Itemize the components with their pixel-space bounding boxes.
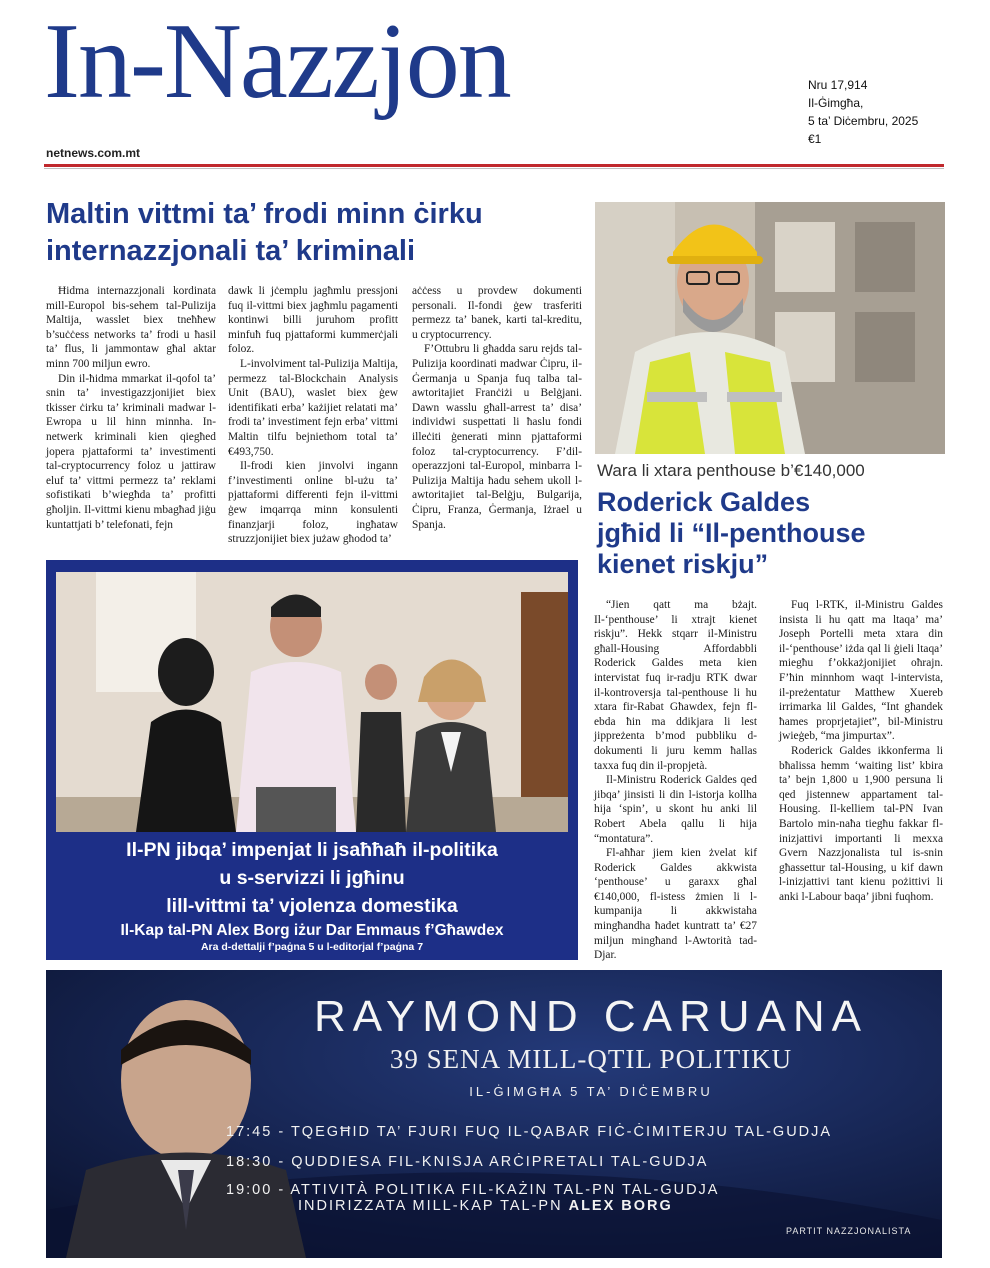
banner-subtitle: 39 SENA MILL-QTIL POLITIKU xyxy=(389,1044,793,1074)
event-time: 18:30 xyxy=(226,1154,273,1170)
galdes-photo xyxy=(595,202,945,454)
lead-paragraph: L-involviment tal-Pulizija Maltija, permezz tal-Blockchain Analysis Unit (BAU), waslet biex ġew identifikati erba’ każijiet relatati ma’ frodi ta’ investiment fejn erba’ vittmi Maltin tilfu bejniethom total ta’ €493,750. xyxy=(228,357,398,458)
lead-paragraph: Ħidma internazzjonali kordinata mill-Europol bis-sehem tal-Pulizija Maltija, wasslet biex tneħħew b’suċċess networks ta’ frodi u ħasil ta’ flus, li jammontaw għal aktar minn 700 miljun ewro. xyxy=(46,285,216,370)
lead-paragraph: Din il-ħidma mmarkat il-qofol ta’ snin ta’ investigazzjonijiet biex tkisser ċirku ta’ kriminali madwar l-Ewropa u lil hinn minnha. In-netwerk kriminali kien qiegħed jopera pjattaformi ta’ investimenti tal-cryptocurrency foloz u jattiraw eluf ta’ vittmi permezz ta’ reklami sofistikati b’wiegħda ta’ profitti għoljin. Il-vittmi kienu mbagħad jiġu kuntattjati b’ telefonati, fejn xyxy=(46,372,216,531)
issue-number: Nru 17,914 xyxy=(808,78,868,92)
lead-headline-line2: internazzjonali ta’ kriminali xyxy=(46,235,416,267)
banner-name: RAYMOND CARUANA xyxy=(313,992,868,1041)
pn-feature-box xyxy=(46,560,578,960)
galdes-headline-line3: kienet riskju” xyxy=(597,549,769,579)
event-separator: - xyxy=(278,1182,291,1198)
issue-info xyxy=(808,76,918,148)
lead-paragraph: aċċess u provdew dokumenti personali. Il-fondi ġew trasferiti permezz ta’ banek, karti tal-kreditu, u cryptocurrency. xyxy=(412,285,582,341)
banner-event-1 xyxy=(226,1124,832,1140)
lead-paragraph: Il-frodi kien jinvolvi ingann f’investimenti online bl-użu ta’ pjattaformi differenti fejn il-vittmi ġew imqarrqa minn konsulenti finanzjarji foloz, ingħataw struzzjonijiet biex jużaw għodod ta’ xyxy=(228,460,398,546)
pn-box-title xyxy=(46,836,578,920)
banner-date: IL-ĠIMGĦA 5 TA’ DIĊEMBRU xyxy=(469,1084,713,1099)
lead-paragraph: F’Ottubru li għadda saru rejds tal-Pulizija koordinati madwar Ċipru, il-Ġermanja u Spanja fuq talba tal-awtoritajiet Franċiżi u Belġjani. Dawn wasslu għall-arrest ta’ disa’ individwi suspettati li ħaslu fondi illeċiti ġenerati minn pjattaformi foloz tal-cryptocurrency. F’dil-operazzjoni tal-Europol, minbarra l-Pulizija Maltija ħadu sehem ukoll l-awtoritajiet tal-Belġju, Bulgarija, Ċipru, Franza, Ġermanja, Iżrael u Spanja. xyxy=(412,343,582,531)
emmaus-visit-illustration xyxy=(56,572,568,832)
masthead-title: In-Nazzjon xyxy=(44,2,510,121)
event-separator: - xyxy=(278,1154,292,1170)
masthead-rule-thin xyxy=(44,168,944,169)
event-separator: - xyxy=(278,1124,291,1140)
banner-event-2 xyxy=(226,1154,708,1170)
event-time: 17:45 xyxy=(226,1124,273,1140)
issue-day: Il-Ġimgħa, xyxy=(808,96,864,110)
lead-headline-line1: Maltin vittmi ta’ frodi minn ċirku xyxy=(46,198,483,230)
pn-box-title-line1: Il-PN jibqa’ impenjat li jsaħħaħ il-politika xyxy=(126,839,498,861)
galdes-paragraph: “Jien qatt ma bżajt. Il-‘penthouse’ li xtrajt kienet riskju”. Hekk stqarr il-Ministru għall-Housing Affordabbli Roderick Galdes meta kien intervistat fuq ir-radju RTK dwar il-kontroversja tal-penthouse li hu xtara fir-Rabat Għawdex, fejn fl-ebda ħin ma ddikjara li lest jippreżenta b’mod pubbliku d-dokumenti li juru kemm ħallas taxxa fuq din il-propjetà. xyxy=(594,599,757,772)
pn-box-title-line2: u s-servizzi li jgħinu xyxy=(219,867,405,889)
issue-price: €1 xyxy=(808,132,822,146)
pn-box-subtitle: Il-Kap tal-PN Alex Borg iżur Dar Emmaus f’Għawdex xyxy=(120,922,504,939)
banner-event-3-detail xyxy=(298,1198,673,1214)
lead-column-1 xyxy=(46,284,216,532)
banner-event-3 xyxy=(226,1182,719,1198)
event-time: 19:00 xyxy=(226,1182,273,1198)
issue-date: 5 ta’ Diċembru, 2025 xyxy=(808,114,919,128)
galdes-column-1 xyxy=(594,598,757,963)
event-text: QUDDIESA FIL-KNISJA ARĊIPRETALI TAL-GUDJA xyxy=(291,1154,709,1170)
galdes-headline-line1: Roderick Galdes xyxy=(597,487,811,517)
galdes-paragraph: Roderick Galdes ikkonferma li bħalissa hemm ‘waiting list’ kbira ta’ bejn 1,800 u 1,900 persuna li qed jistennew appartament tal-Housing. Il-kelliem tal-PN Ivan Bartolo min-naħa tiegħu fakkar fl-inizjattivi importanti li mexxa Gvern Nazzjonalista tul is-snin għassettur tal-Housing, u kif dawn l-inizjattivi tant kienu pożittivi li anki l-Labour baqa’ jibni fuqhom. xyxy=(779,744,943,903)
emmaus-visit-photo xyxy=(56,572,568,832)
party-logo-text: PARTIT NAZZJONALISTA xyxy=(786,1226,912,1236)
galdes-paragraph: Fuq l-RTK, il-Ministru Galdes insista li hu qatt ma ltaqa’ ma’ Joseph Portelli meta xtara din il-‘penthouse’ iżda qal li ġieli ltaqa’ miegħu f’okkażjonijiet oħrajn. F’ħin minnhom waqt l-intervista, il-preżentatur Matthew Xuereb irrimarka lil Galdes, “Int għandek ħames proprjetajiet”, bil-Ministru jwieġeb, “ma jimpurtax”. xyxy=(779,599,943,743)
galdes-column-2 xyxy=(779,598,943,904)
pn-box-reference: Ara d-dettalji f’paġna 5 u l-editorjal f’paġna 7 xyxy=(200,941,424,953)
lead-paragraph: dawk li jċemplu jagħmlu pressjoni fuq il-vittmi biex jagħmlu pagamenti kontinwi billi juruhom profitt minfuħ fuq pjattaformi kummerċjali foloz. xyxy=(228,285,398,356)
event-detail-name: ALEX BORG xyxy=(568,1198,673,1214)
lead-column-3 xyxy=(412,284,582,532)
masthead-rule xyxy=(44,164,944,167)
event-detail-prefix: INDIRIZZATA MILL-KAP TAL-PN xyxy=(298,1198,563,1214)
galdes-headline-line2: jgħid li “Il-penthouse xyxy=(597,518,866,548)
galdes-photo-illustration xyxy=(595,202,945,454)
event-text: ATTIVITÀ POLITIKA FIL-KAŻIN TAL-PN TAL-GUDJA xyxy=(290,1182,720,1198)
lead-column-2 xyxy=(228,284,398,547)
event-text: TQEGĦID TA’ FJURI FUQ IL-QABAR FIĊ-ĊIMITERJU TAL-GUDJA xyxy=(290,1124,833,1140)
galdes-headline xyxy=(597,487,865,580)
website-url[interactable]: netnews.com.mt xyxy=(46,146,141,160)
lead-headline xyxy=(46,196,483,270)
galdes-paragraph: Il-Ministru Roderick Galdes qed jibqa’ jinsisti li din l-istorja kollha hija ‘spin’, u skont hu anki lil Robert Abela qallu li hija “montatura”. xyxy=(594,774,757,845)
pn-box-title-line3: lill-vittmi ta’ vjolenza domestika xyxy=(166,895,458,917)
raymond-caruana-banner xyxy=(46,970,942,1258)
galdes-kicker: Wara li xtara penthouse b’€140,000 xyxy=(597,461,865,480)
galdes-paragraph: Fl-aħħar jiem kien żvelat kif Roderick Galdes akkwista ‘penthouse’ u garaxx għal €140,000, fl-istess żmien li l-kumpanija li akkwistaha mingħandha ħadet kuntratt ta’ €27 miljun mingħand l-Awtorità tad-Djar. xyxy=(594,847,757,962)
